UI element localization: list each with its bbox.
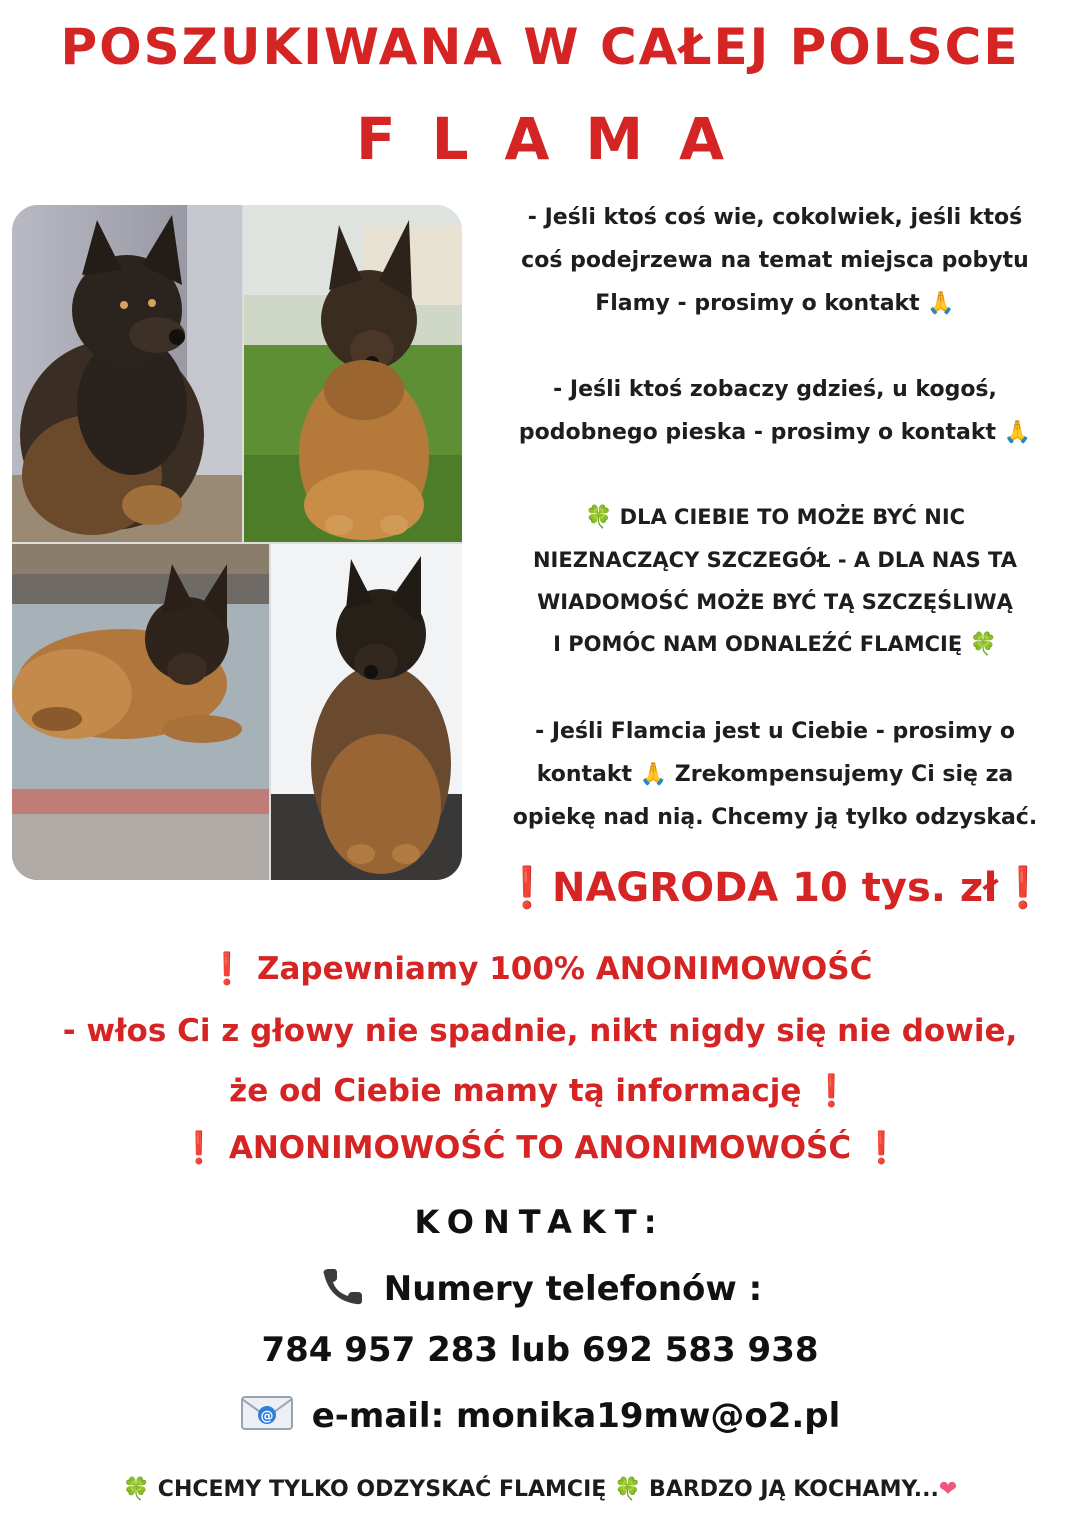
dog-photo-sitting-indoor: [12, 205, 242, 542]
reward-banner: ❗NAGRODA 10 tys. zł❗: [502, 865, 1048, 911]
red-exclamation-icon: ❗: [502, 865, 552, 911]
phones-label: Numery telefonów :: [0, 1266, 1080, 1309]
folded-hands-icon: 🙏: [1003, 420, 1032, 445]
envelope-icon: [240, 1393, 294, 1433]
heart-icon: ❤: [938, 1477, 958, 1502]
red-exclamation-icon: ❗: [861, 1130, 901, 1166]
info-paragraph-3: 🍀 DLA CIEBIE TO MOŻE BYĆ NIC NIEZNACZĄCY SZCZEGÓŁ - A DLA NAS TA WIADOMOŚĆ MOŻE BYĆ TĄ SZCZĘŚLIWĄ I POMÓC NAM ODNALEŹĆ FLAMCIĘ 🍀: [532, 505, 1017, 657]
info-paragraph-2: - Jeśli ktoś zobaczy gdzieś, u kogoś, podobnego pieska - prosimy o kontakt 🙏: [518, 377, 1032, 445]
poster-title: POSZUKIWANA W CAŁEJ POLSCE: [60, 18, 1020, 76]
anonymity-line-3: że od Ciebie mamy tą informację ❗: [229, 1073, 851, 1109]
svg-text:@: @: [260, 1409, 274, 1424]
phone-numbers[interactable]: 784 957 283 lub 692 583 938: [261, 1330, 819, 1370]
four-leaf-clover-icon: 🍀: [584, 505, 613, 530]
red-exclamation-icon: ❗: [812, 1073, 851, 1109]
telephone-receiver-icon: [318, 1266, 370, 1306]
red-exclamation-icon: ❗: [207, 951, 247, 987]
red-exclamation-icon: ❗: [179, 1130, 219, 1166]
folded-hands-icon: 🙏: [927, 291, 955, 316]
folded-hands-icon: 🙏: [639, 762, 668, 787]
red-exclamation-icon: ❗: [998, 865, 1048, 911]
dog-photo-sitting-curtain: [271, 544, 462, 880]
anonymity-line-2: - włos Ci z głowy nie spadnie, nikt nigdy się nie dowie,: [62, 1013, 1018, 1049]
info-paragraph-1: - Jeśli ktoś coś wie, cokolwiek, jeśli ktoś coś podejrzewa na temat miejsca pobytu Flamy - prosimy o kontakt 🙏: [521, 205, 1029, 316]
anonymity-line-1: ❗ Zapewniamy 100% ANONIMOWOŚĆ: [207, 951, 873, 987]
contact-title: KONTAKT:: [414, 1203, 666, 1241]
anonymity-line-4: ❗ ANONIMOWOŚĆ TO ANONIMOWOŚĆ ❗: [179, 1130, 901, 1166]
dog-photo-sitting-grass: [244, 205, 462, 542]
info-paragraph-4: - Jeśli Flamcia jest u Ciebie - prosimy o kontakt 🙏 Zrekompensujemy Ci się za opiekę nad nią. Chcemy ją tylko odzyskać.: [512, 719, 1038, 830]
dog-name: FLAMA: [355, 105, 761, 173]
dog-photo-lying: [12, 544, 269, 880]
footer-message: 🍀 CHCEMY TYLKO ODZYSKAĆ FLAMCIĘ 🍀 BARDZO JĄ KOCHAMY...❤: [122, 1477, 958, 1502]
email-line: @ e-mail: monika19mw@o2.pl: [0, 1393, 1080, 1436]
four-leaf-clover-icon: 🍀: [613, 1477, 642, 1502]
four-leaf-clover-icon: 🍀: [969, 632, 997, 657]
photo-collage: [12, 205, 462, 880]
four-leaf-clover-icon: 🍀: [122, 1477, 151, 1502]
